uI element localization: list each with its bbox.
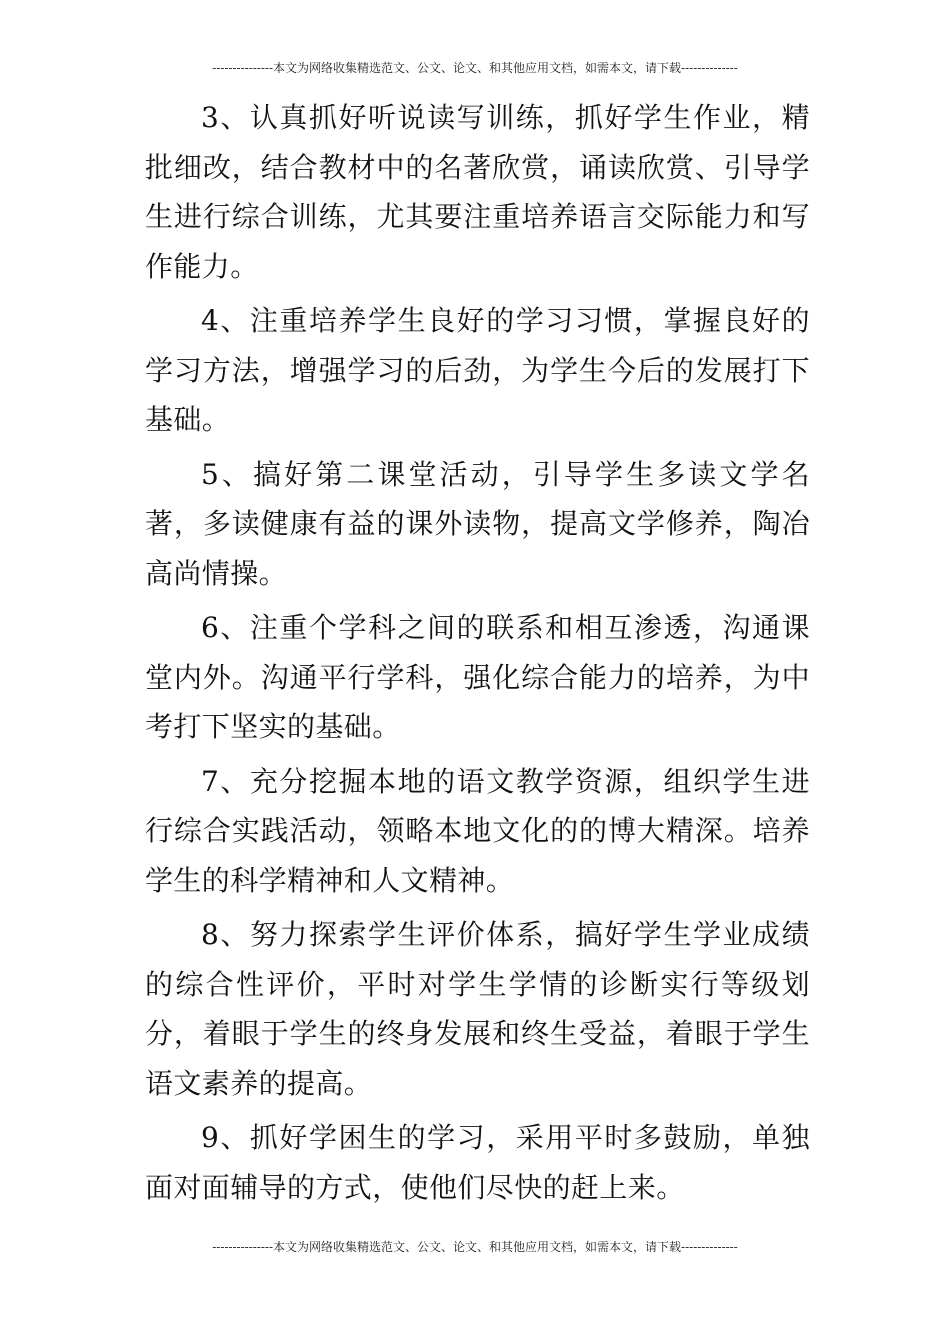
paragraph-item-8: 8、努力探索学生评价体系，搞好学生学业成绩的综合性评价，平时对学生学情的诊断实行等级划分，着眼于学生的终身发展和终生受益，着眼于学生语文素养的提高。 [145, 918, 810, 1100]
paragraph-item-6: 6、注重个学科之间的联系和相互渗透，沟通课堂内外。沟通平行学科，强化综合能力的培养，为中考打下坚实的基础。 [145, 611, 810, 743]
paragraph-item-7: 7、充分挖掘本地的语文教学资源，组织学生进行综合实践活动，领略本地文化的的博大精深。培养学生的科学精神和人文精神。 [145, 764, 810, 897]
paragraph-item-5: 5、搞好第二课堂活动，引导学生多读文学名著，多读健康有益的课外读物，提高文学修养，陶冶高尚情操。 [145, 457, 810, 590]
paragraph-item-3: 3、认真抓好听说读写训练，抓好学生作业，精批细改，结合教材中的名著欣赏，诵读欣赏、引导学生进行综合训练，尤其要注重培养语言交际能力和写作能力。 [145, 101, 810, 283]
paragraph-item-4: 4、注重培养学生良好的学习习惯，掌握良好的学习方法，增强学习的后劲，为学生今后的发展打下基础。 [145, 304, 810, 436]
document-body [145, 93, 810, 1217]
page-footer: ---------------本文为网络收集精选范文、公文、论文、和其他应用文档，如需本文，请下载-------------- [212, 1240, 738, 1254]
page-header: ---------------本文为网络收集精选范文、公文、论文、和其他应用文档，如需本文，请下载-------------- [212, 61, 738, 75]
paragraph-item-9: 9、抓好学困生的学习，采用平时多鼓励，单独面对面辅导的方式，使他们尽快的赶上来。 [145, 1121, 810, 1204]
